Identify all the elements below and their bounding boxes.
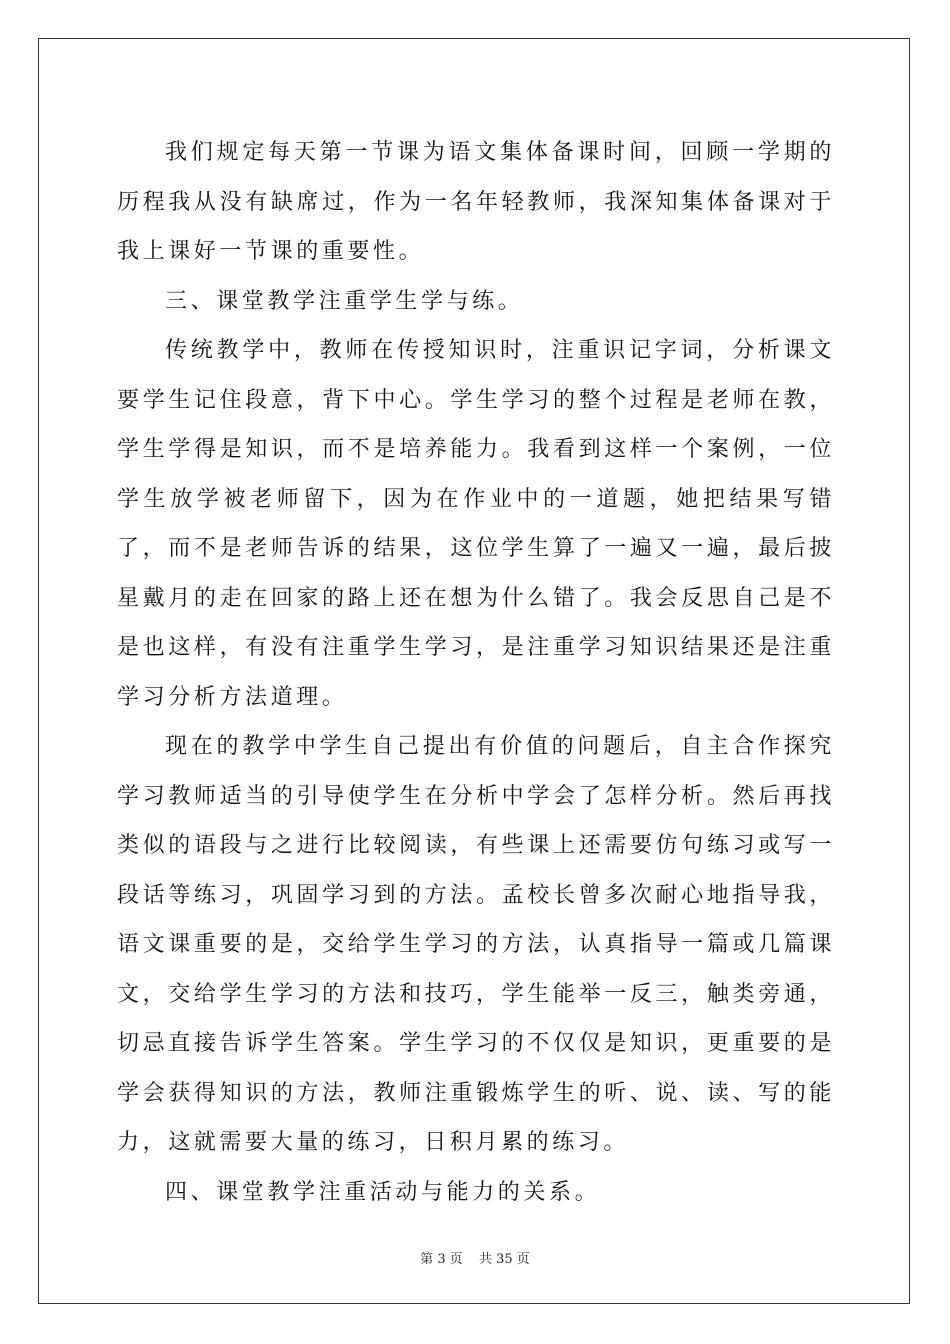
page-total: 共 35 页 <box>478 1252 530 1267</box>
page-footer <box>0 1248 950 1267</box>
section-heading-4: 四、课堂教学注重活动与能力的关系。 <box>165 1179 601 1205</box>
section-heading-3: 三、课堂教学注重学生学与练。 <box>165 288 524 314</box>
paragraph-3: 现在的教学中学生自己提出有价值的问题后，自主合作探究学习教师适当的引导使学生在分析中学会了怎样分析。然后再找类似的语段与之进行比较阅读，有些课上还需要仿句练习或写一段话等练习，巩固学习到的方法。孟校长曾多次耐心地指导我，语文课重要的是，交给学生学习的方法，认真指导一篇或几篇课文，交给学生学习的方法和技巧，学生能举一反三，触类旁通，切忌直接告诉学生答案。学生学习的不仅仅是知识，更重要的是学会获得知识的方法，教师注重锻炼学生的听、说、读、写的能力，这就需要大量的练习，日积月累的练习。 <box>117 734 835 1155</box>
paragraph-1: 我们规定每天第一节课为语文集体备课时间，回顾一学期的历程我从没有缺席过，作为一名年轻教师，我深知集体备课对于我上课好一节课的重要性。 <box>117 140 835 264</box>
paragraph-2: 传统教学中，教师在传授知识时，注重识记字词，分析课文要学生记住段意，背下中心。学生学习的整个过程是老师在教，学生学得是知识，而不是培养能力。我看到这样一个案例，一位学生放学被老师留下，因为在作业中的一道题，她把结果写错了，而不是老师告诉的结果，这位学生算了一遍又一遍，最后披星戴月的走在回家的路上还在想为什么错了。我会反思自己是不是也这样，有没有注重学生学习，是注重学习知识结果还是注重学习分析方法道理。 <box>117 338 835 710</box>
document-body <box>117 128 835 1217</box>
page-number: 第 3 页 <box>420 1252 463 1267</box>
